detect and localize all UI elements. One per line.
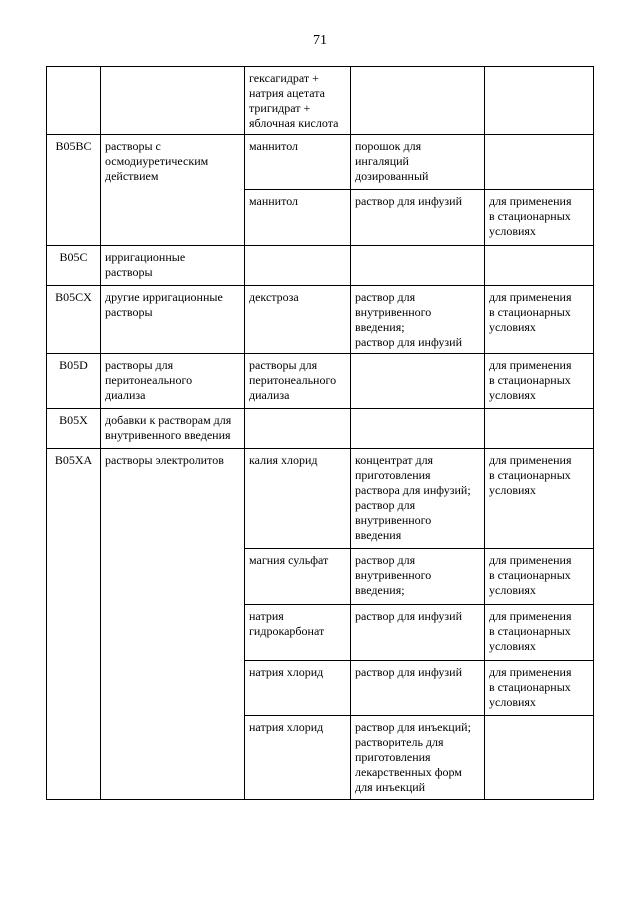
note-cell — [485, 409, 594, 449]
form-cell — [351, 246, 485, 286]
note-cell: для применения в стационарных условиях — [485, 190, 594, 246]
note-cell: для применения в стационарных условиях — [485, 605, 594, 661]
table-row — [47, 135, 594, 190]
atc-code-cell: B05D — [47, 354, 101, 409]
substance-cell — [245, 246, 351, 286]
substance-cell: растворы для перитонеального диализа — [245, 354, 351, 409]
table-row — [47, 449, 594, 549]
note-cell: для применения в стационарных условиях — [485, 354, 594, 409]
form-cell — [351, 354, 485, 409]
form-cell: раствор для внутривенного введения; раствор для инфузий — [351, 286, 485, 354]
atc-code-cell — [47, 67, 101, 135]
substance-cell: магния сульфат — [245, 549, 351, 605]
form-cell: раствор для инфузий — [351, 605, 485, 661]
substance-cell: маннитол — [245, 190, 351, 246]
group-cell: растворы для перитонеального диализа — [101, 354, 245, 409]
atc-code-cell: B05C — [47, 246, 101, 286]
group-cell: растворы электролитов — [101, 449, 245, 800]
form-cell — [351, 409, 485, 449]
form-cell: раствор для внутривенного введения; — [351, 549, 485, 605]
substance-cell: гексагидрат + натрия ацетата тригидрат + яблочная кислота — [245, 67, 351, 135]
form-cell — [351, 67, 485, 135]
group-cell: растворы с осмодиуретическим действием — [101, 135, 245, 246]
table-row — [47, 67, 594, 135]
group-cell: ирригационные растворы — [101, 246, 245, 286]
form-cell: концентрат для приготовления раствора для инфузий; раствор для внутривенного введения — [351, 449, 485, 549]
group-cell — [101, 67, 245, 135]
note-cell: для применения в стационарных условиях — [485, 286, 594, 354]
page-number: 71 — [313, 33, 327, 48]
note-cell — [485, 716, 594, 800]
group-cell: добавки к растворам для внутривенного введения — [101, 409, 245, 449]
form-cell: раствор для инфузий — [351, 661, 485, 716]
note-cell: для применения в стационарных условиях — [485, 449, 594, 549]
substance-cell: декстроза — [245, 286, 351, 354]
note-cell: для применения в стационарных условиях — [485, 661, 594, 716]
atc-code-cell: B05BC — [47, 135, 101, 246]
form-cell: порошок для ингаляций дозированный — [351, 135, 485, 190]
substance-cell: натрия гидрокарбонат — [245, 605, 351, 661]
substance-cell: маннитол — [245, 135, 351, 190]
substance-cell: натрия хлорид — [245, 716, 351, 800]
substance-cell — [245, 409, 351, 449]
atc-code-cell: B05XA — [47, 449, 101, 800]
note-cell — [485, 135, 594, 190]
substance-cell: натрия хлорид — [245, 661, 351, 716]
atc-code-cell: B05X — [47, 409, 101, 449]
table-row — [47, 246, 594, 286]
group-cell: другие ирригационные растворы — [101, 286, 245, 354]
note-cell — [485, 67, 594, 135]
table-row — [47, 409, 594, 449]
atc-code-cell: B05CX — [47, 286, 101, 354]
table-row — [47, 354, 594, 409]
table-row — [47, 286, 594, 354]
form-cell: раствор для инъекций; растворитель для приготовления лекарственных форм для инъекций — [351, 716, 485, 800]
drug-table — [46, 66, 594, 800]
note-cell: для применения в стационарных условиях — [485, 549, 594, 605]
note-cell — [485, 246, 594, 286]
form-cell: раствор для инфузий — [351, 190, 485, 246]
substance-cell: калия хлорид — [245, 449, 351, 549]
